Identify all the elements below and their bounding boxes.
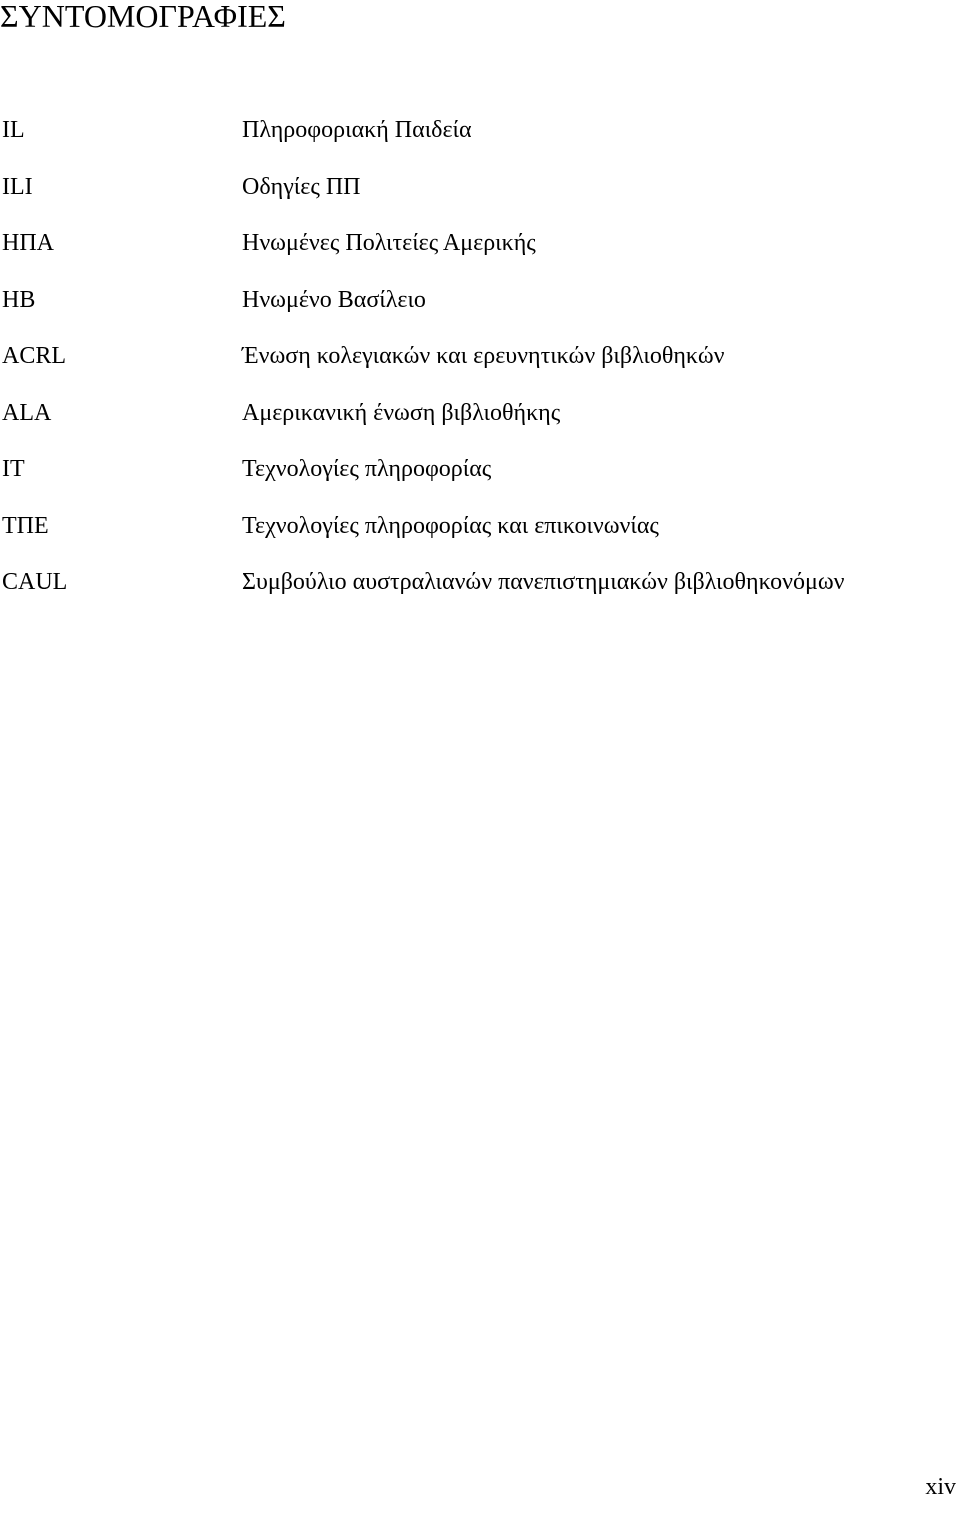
abbreviation-code: ALA — [2, 399, 52, 426]
abbreviation-code: ILI — [2, 173, 33, 200]
abbreviation-code: ΗΒ — [2, 286, 36, 313]
abbreviation-row — [0, 453, 960, 510]
abbreviation-row — [0, 510, 960, 567]
abbreviation-row — [0, 227, 960, 284]
page-number: xiv — [925, 1474, 956, 1500]
abbreviation-code: ΗΠΑ — [2, 230, 54, 256]
abbreviation-code: CAUL — [2, 569, 68, 595]
abbreviation-list — [0, 114, 960, 623]
abbreviation-description: Πληροφοριακή Παιδεία — [242, 117, 472, 143]
abbreviation-description: Ηνωμένο Βασίλειο — [242, 286, 426, 313]
abbreviation-row — [0, 397, 960, 454]
abbreviation-description: Ηνωμένες Πολιτείες Αμερικής — [242, 230, 536, 256]
abbreviation-row — [0, 284, 960, 341]
abbreviation-description: Ένωση κολεγιακών και ερευνητικών βιβλιοθηκών — [242, 343, 725, 369]
abbreviation-code: ACRL — [2, 343, 67, 369]
page-title: ΣΥΝΤΟΜΟΓΡΑΦΙΕΣ — [0, 0, 286, 34]
abbreviation-row — [0, 171, 960, 228]
abbreviation-description: Οδηγίες ΠΠ — [242, 173, 361, 200]
abbreviation-code: IL — [2, 117, 25, 143]
abbreviation-row — [0, 566, 960, 623]
abbreviation-description: Τεχνολογίες πληροφορίας — [242, 456, 492, 482]
abbreviation-description: Συμβούλιο αυστραλιανών πανεπιστημιακών βιβλιοθηκονόμων — [242, 569, 845, 595]
abbreviation-code: ΤΠΕ — [2, 512, 49, 539]
abbreviation-code: IT — [2, 456, 25, 482]
abbreviation-row — [0, 340, 960, 397]
abbreviation-description: Τεχνολογίες πληροφορίας και επικοινωνίας — [242, 512, 659, 539]
abbreviation-row — [0, 114, 960, 171]
abbreviation-description: Αμερικανική ένωση βιβλιοθήκης — [242, 399, 561, 426]
